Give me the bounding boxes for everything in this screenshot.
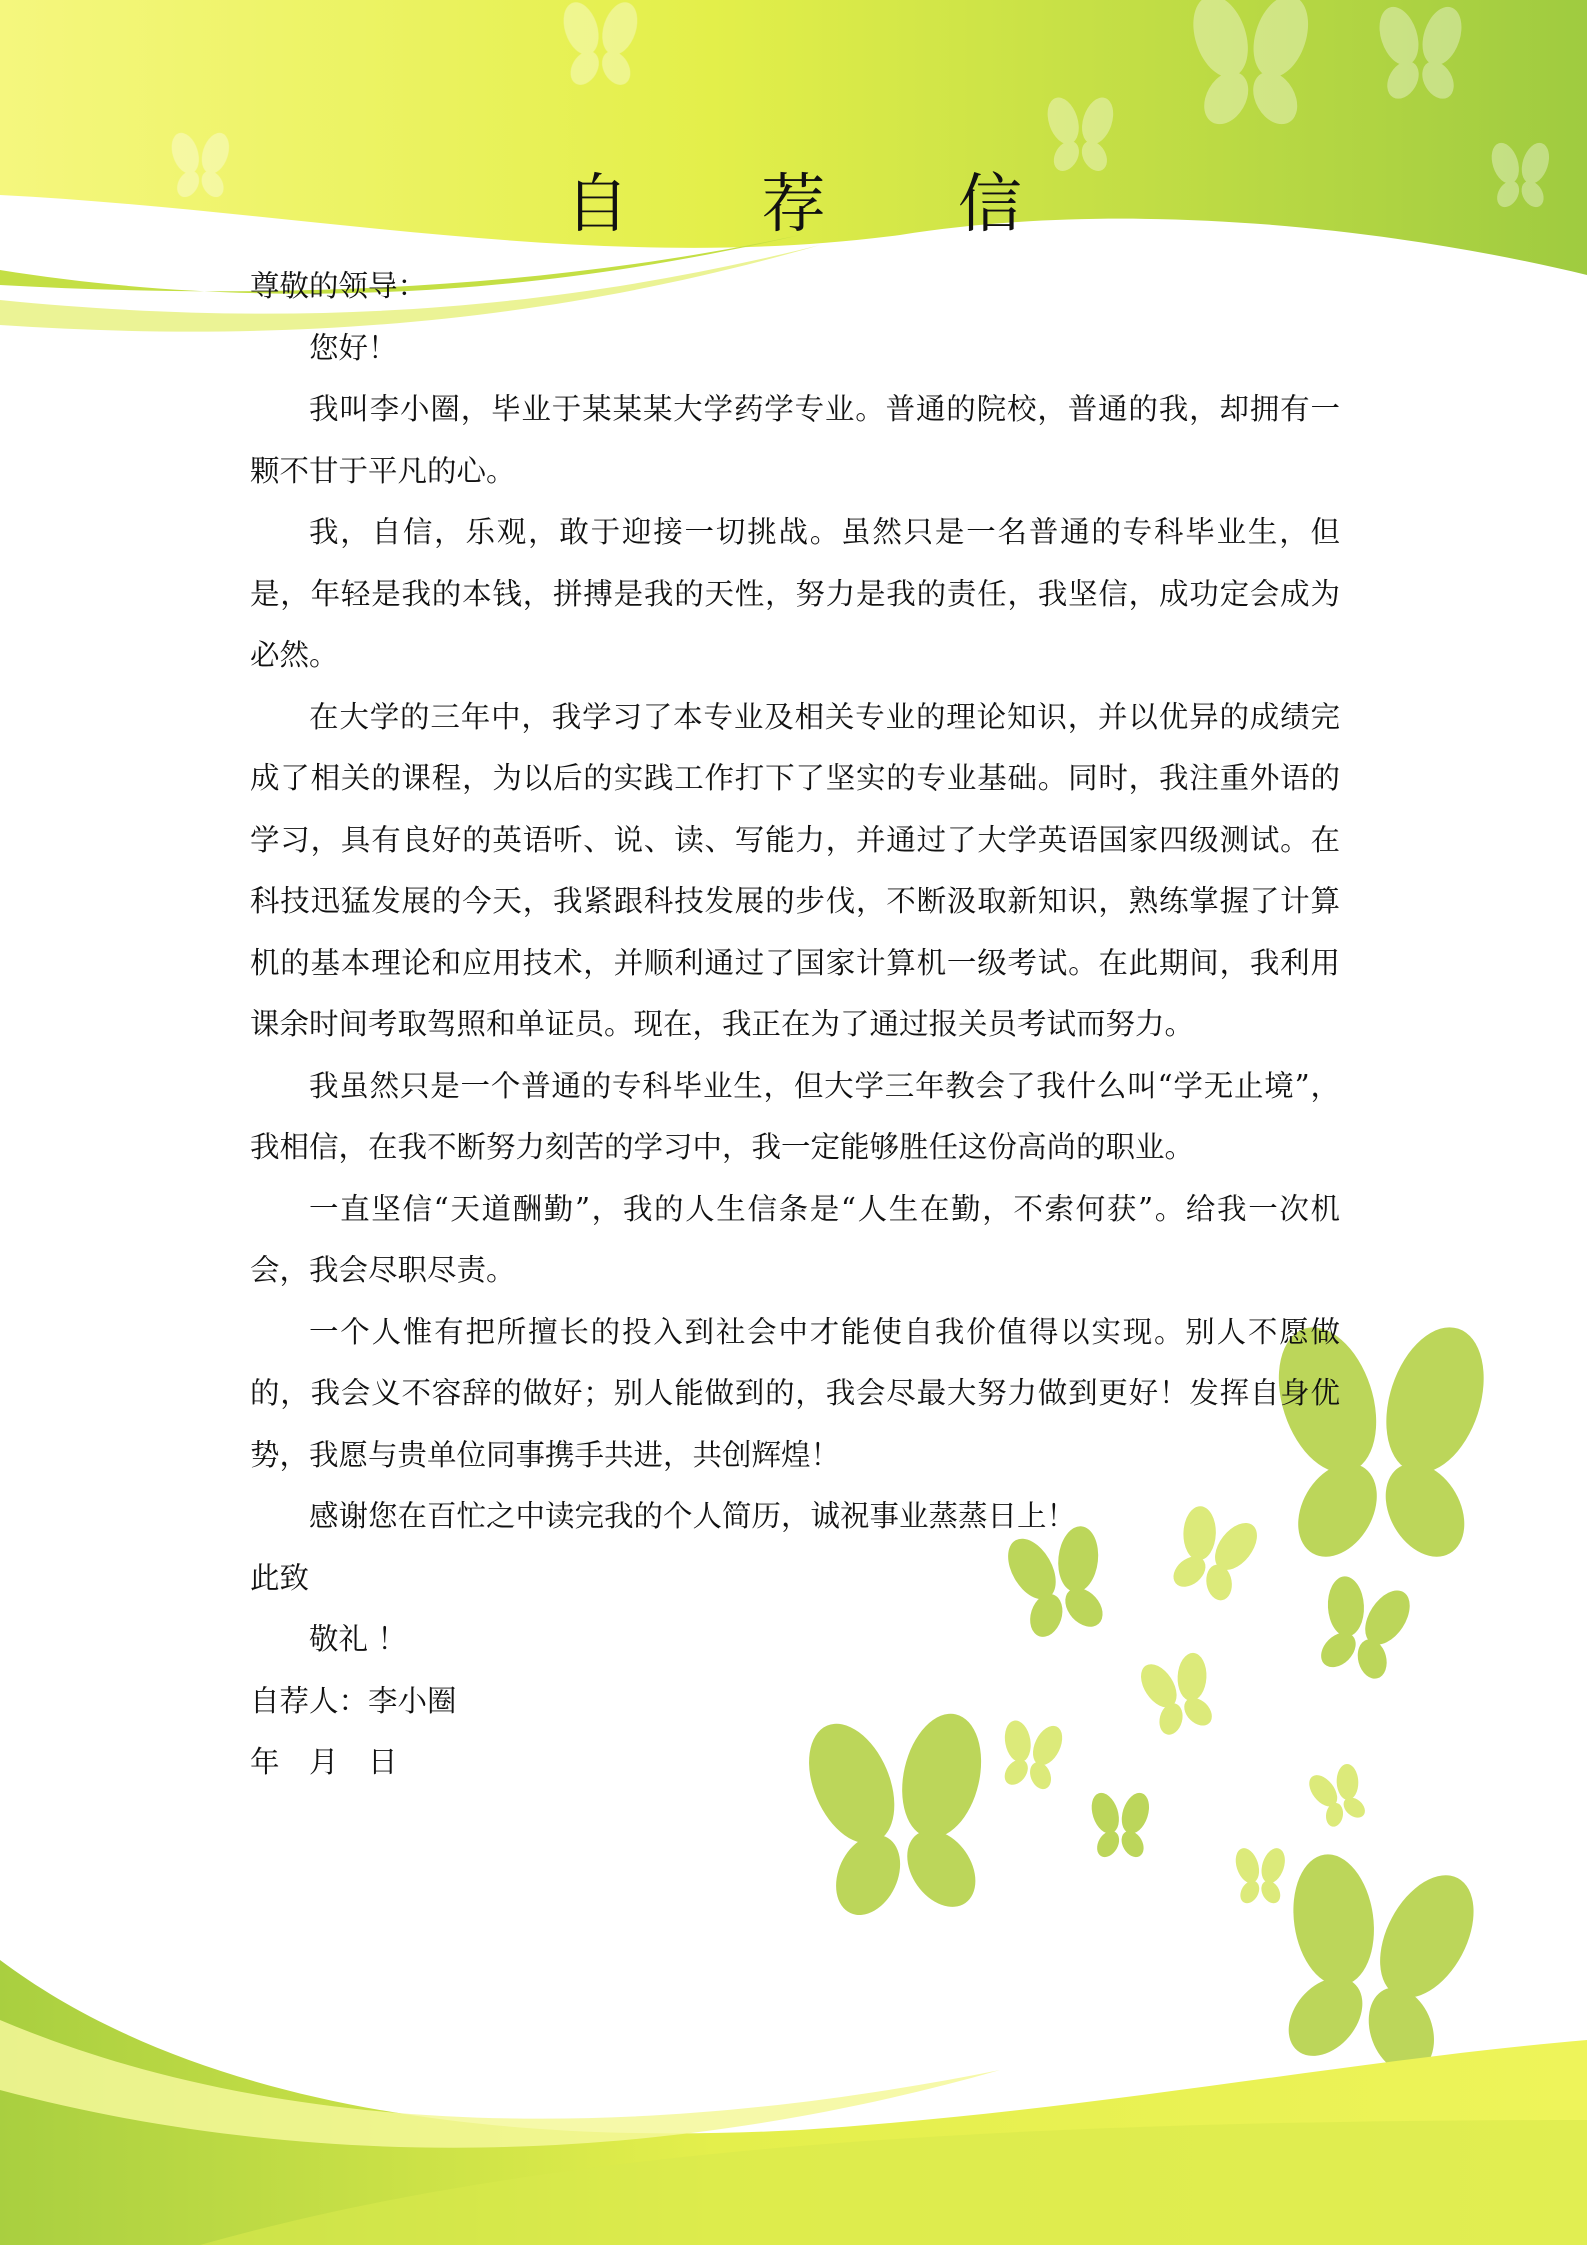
- closing: 此致: [250, 1560, 310, 1595]
- paragraph-intro: 我叫李小圈，毕业于某某某大学药学专业。普通的院校，普通的我，却拥有一颗不甘于平凡的心。: [250, 392, 1340, 488]
- signature: 自荐人：李小圈: [250, 1683, 457, 1718]
- paragraph-learning: 我虽然只是一个普通的专科毕业生，但大学三年教会了我什么叫“学无止境”，我相信，在我不断努力刻苦的学习中，我一定能够胜任这份高尚的职业。: [250, 1068, 1340, 1164]
- paragraph-study: 在大学的三年中，我学习了本专业及相关专业的理论知识，并以优异的成绩完成了相关的课程，为以后的实践工作打下了坚实的专业基础。同时，我注重外语的学习，具有良好的英语听、说、读、写能力，并通过了大学英语国家四级测试。在科技迅猛发展的今天，我紧跟科技发展的步伐，不断汲取新知识，熟练掌握了计算机的基本理论和应用技术，并顺利通过了国家计算机一级考试。在此期间，我利用课余时间考取驾照和单证员。现在，我正在为了通过报关员考试而努力。: [250, 699, 1340, 1041]
- paragraph-motto: 一直坚信“天道酬勤”，我的人生信条是“人生在勤，不索何获”。给我一次机会，我会尽职尽责。: [250, 1191, 1340, 1287]
- greeting: 您好！: [309, 330, 398, 365]
- letter-title: 自 荐 信: [565, 168, 1078, 242]
- paragraph-thanks: 感谢您在百忙之中读完我的个人简历，诚祝事业蒸蒸日上！: [309, 1499, 1077, 1533]
- regards: 敬礼 ！: [309, 1622, 407, 1656]
- date: 年 月 日: [250, 1745, 398, 1779]
- paragraph-confidence: 我，自信，乐观，敢于迎接一切挑战。虽然只是一名普通的专科毕业生，但是，年轻是我的本钱，拼搏是我的天性，努力是我的责任，我坚信，成功定会成为必然。: [250, 515, 1340, 672]
- salutation: 尊敬的领导：: [250, 269, 428, 303]
- letter-body: [250, 256, 1340, 1794]
- paragraph-value: 一个人惟有把所擅长的投入到社会中才能使自我价值得以实现。别人不愿做的，我会义不容辞的做好；别人能做到的，我会尽最大努力做到更好！发挥自身优势，我愿与贵单位同事携手共进，共创辉煌！: [250, 1314, 1340, 1472]
